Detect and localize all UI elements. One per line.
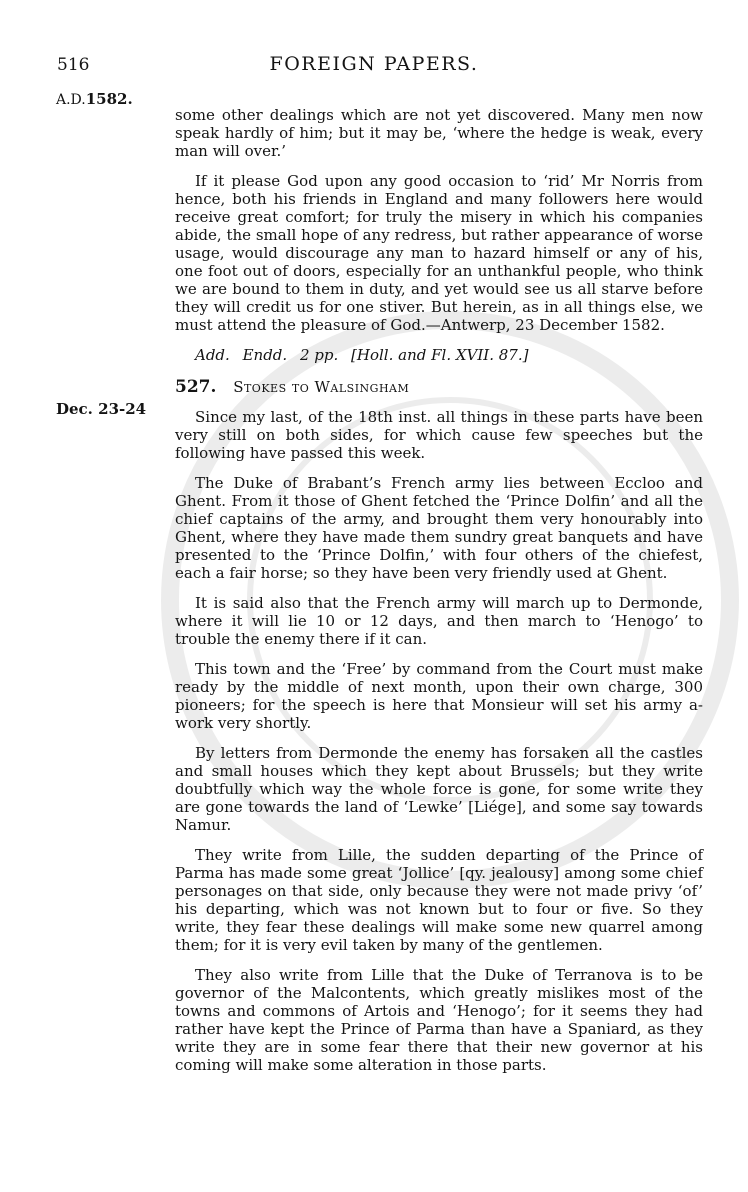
text-column [175,106,703,1074]
continuation-paragraph-1: some other dealings which are not yet discovered. Many men now speak hardly of him; but it may be, ‘where the hedge is weak, every man will over.’ [175,106,703,160]
page-number: 516 [57,55,90,75]
entry-heading [175,378,703,396]
entry-paragraph: The Duke of Brabant’s French army lies between Eccloo and Ghent. From it those of Ghent fetched the ‘Prince Dolfin’ and all the chief captains of the army, and brought them very honourably into Ghent, where they have made them sundry great banquets and have presented to the ‘Prince Dolfin,’ with four others of the chiefest, each a fair horse; so they have been very friendly used at Ghent. [175,474,703,582]
continuation-paragraph-2: If it please God upon any good occasion to ‘rid’ Mr Norris from hence, both his friends in England and many followers here would receive great comfort; for truly the misery in which his companies abide, the small hope of any redress, but rather appearance of worse usage, would discourage any man to hazard himself or any of his, one foot out of doors, especially for an unthankful people, who think we are bound to them in duty, and yet would see us all starve before they will credit us for one stiver. But herein, as in all things else, we must attend the pleasure of God.—Antwerp, 23 December 1582. [175,172,703,334]
entry-title: Stokes to Walsingham [233,378,410,396]
entry-paragraph: It is said also that the French army will march up to Dermonde, where it will lie 10 or 12 days, and then march to ‘Henogo’ to trouble the enemy there if it can. [175,594,703,648]
entry-paragraph: Since my last, of the 18th inst. all things in these parts have been very still on both sides, for which cause few speeches but the following have passed this week. [175,408,703,462]
ref-add: Add. [195,346,230,364]
entry-paragraph: They write from Lille, the sudden departing of the Prince of Parma has made some great ‘Jollice’ [qy. jealousy] among some chief personages on that side, only because they were not made privy ‘of’ his departing, which was not known but to four or five. So they write, they fear these dealings will make some new quarrel among them; for it is very evil taken by many of the gentlemen. [175,846,703,954]
source-reference [175,346,703,364]
margin-year [56,90,133,108]
running-head: FOREIGN PAPERS. [269,53,479,75]
entry-number: 527. [175,377,217,397]
entry-paragraph: By letters from Dermonde the enemy has forsaken all the castles and small houses which they kept about Brussels; but they write doubtfully which way the whole force is gone, for some write they are gone towards the land of ‘Lewke’ [Liége], and some say towards Namur. [175,744,703,834]
margin-year-value: 1582. [85,90,133,108]
ref-pages: 2 pp. [299,346,339,364]
entry-paragraph: This town and the ‘Free’ by command from the Court must make ready by the middle of next month, upon their own charge, 300 pioneers; for the speech is here that Monsieur will set his army a-work very shortly. [175,660,703,732]
margin-entry-date: Dec. 23-24 [56,400,147,418]
ref-endd: Endd. [242,346,288,364]
entry-paragraph: They also write from Lille that the Duke of Terranova is to be governor of the Malcontents, which greatly mislikes most of the towns and commons of Artois and ‘Henogo’; for it seems they had rather have kept the Prince of Parma than have a Spaniard, as they write they are in some fear there that their new governor at his coming will make some alteration in those parts. [175,966,703,1074]
page-header [0,53,748,83]
margin-year-prefix: A.D. [56,92,86,108]
ref-source: [Holl. and Fl. XVII. 87.] [351,346,529,364]
